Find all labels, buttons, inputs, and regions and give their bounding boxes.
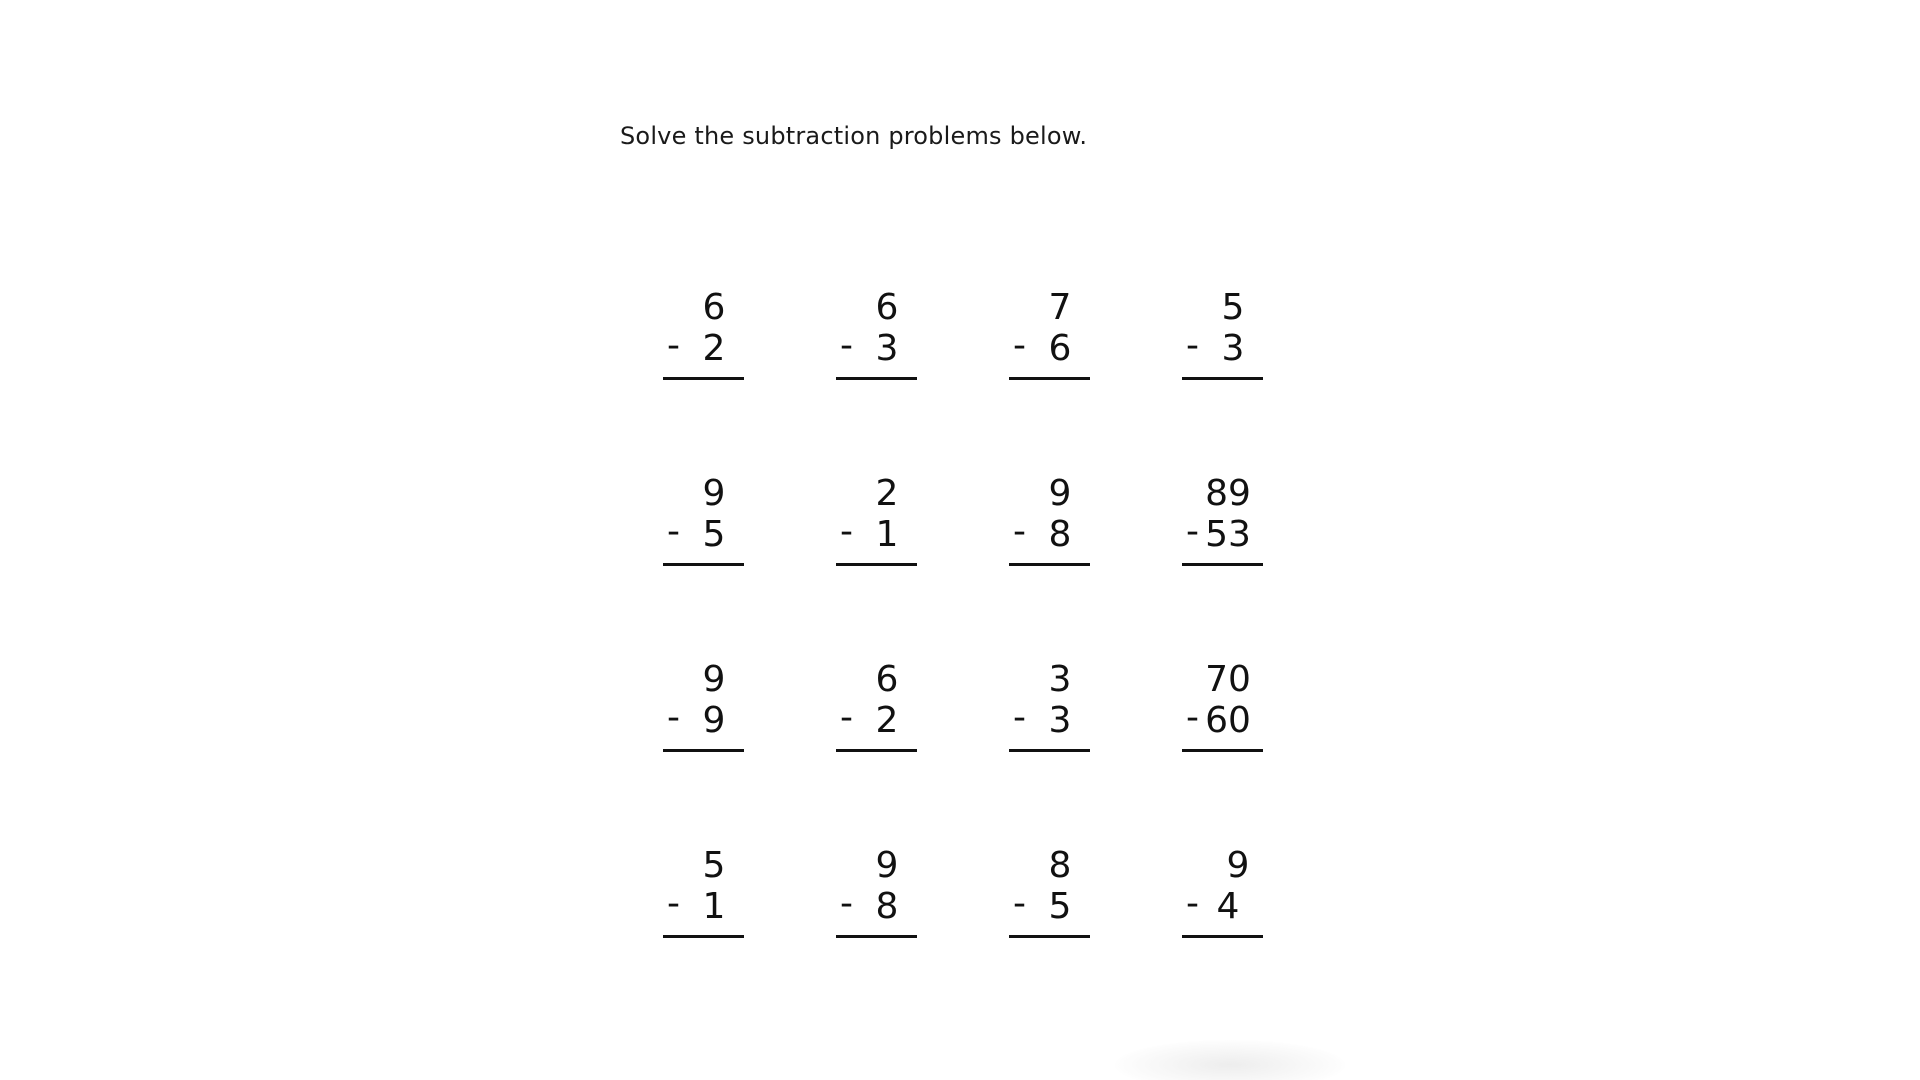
- subtraction-problem: [836, 845, 917, 930]
- subtrahend: 3: [875, 328, 899, 369]
- minus-sign: -: [1013, 883, 1026, 924]
- minus-sign: -: [1013, 325, 1026, 366]
- subtrahend: 1: [875, 514, 899, 555]
- minus-sign: -: [667, 511, 680, 552]
- problem-grid: [663, 287, 1263, 930]
- subtraction-problem: [836, 287, 917, 372]
- answer-line: [1182, 563, 1263, 566]
- subtraction-problem: [836, 659, 917, 744]
- answer-line: [1182, 935, 1263, 938]
- answer-line: [836, 377, 917, 380]
- subtrahend: 60: [1205, 700, 1251, 741]
- minuend: 2: [875, 473, 899, 514]
- subtraction-problem: [836, 473, 917, 558]
- answer-line: [836, 563, 917, 566]
- subtraction-problem: [1009, 287, 1090, 372]
- subtrahend: 8: [875, 886, 899, 927]
- answer-line: [663, 749, 744, 752]
- page-smudge: [1115, 1040, 1345, 1080]
- minus-sign: -: [667, 883, 680, 924]
- answer-line: [1009, 749, 1090, 752]
- minuend: 9: [875, 845, 899, 886]
- minuend: 70: [1205, 659, 1251, 700]
- subtrahend: 53: [1205, 514, 1251, 555]
- subtrahend: 8: [1048, 514, 1072, 555]
- subtraction-problem: [1182, 473, 1263, 558]
- minus-sign: -: [667, 697, 680, 738]
- minuend: 9: [1226, 845, 1250, 886]
- answer-line: [1182, 749, 1263, 752]
- subtrahend: 2: [875, 700, 899, 741]
- minus-sign: -: [1186, 883, 1199, 924]
- minuend: 6: [702, 287, 726, 328]
- answer-line: [1182, 377, 1263, 380]
- minuend: 9: [1048, 473, 1072, 514]
- subtraction-problem: [1009, 659, 1090, 744]
- minus-sign: -: [840, 325, 853, 366]
- subtraction-problem: [1009, 473, 1090, 558]
- minuend: 6: [875, 659, 899, 700]
- minus-sign: -: [1013, 511, 1026, 552]
- answer-line: [663, 377, 744, 380]
- subtraction-problem: [1182, 845, 1263, 930]
- subtraction-problem: [1009, 845, 1090, 930]
- subtraction-problem: [663, 659, 744, 744]
- subtrahend: 3: [1221, 328, 1245, 369]
- minuend: 3: [1048, 659, 1072, 700]
- subtraction-problem: [663, 473, 744, 558]
- subtrahend: 1: [702, 886, 726, 927]
- subtrahend: 3: [1048, 700, 1072, 741]
- minuend: 5: [1221, 287, 1245, 328]
- subtrahend: 6: [1048, 328, 1072, 369]
- answer-line: [1009, 377, 1090, 380]
- minuend: 9: [702, 659, 726, 700]
- minuend: 89: [1205, 473, 1251, 514]
- minus-sign: -: [667, 325, 680, 366]
- minus-sign: -: [840, 697, 853, 738]
- answer-line: [836, 935, 917, 938]
- minuend: 7: [1048, 287, 1072, 328]
- answer-line: [663, 935, 744, 938]
- subtraction-problem: [1182, 659, 1263, 744]
- subtraction-problem: [663, 845, 744, 930]
- minus-sign: -: [840, 511, 853, 552]
- subtrahend: 5: [1048, 886, 1072, 927]
- instructions-text: Solve the subtraction problems below.: [620, 122, 1088, 150]
- minus-sign: -: [1186, 511, 1199, 552]
- answer-line: [1009, 935, 1090, 938]
- minus-sign: -: [840, 883, 853, 924]
- answer-line: [836, 749, 917, 752]
- minuend: 6: [875, 287, 899, 328]
- subtrahend: 2: [702, 328, 726, 369]
- minus-sign: -: [1013, 697, 1026, 738]
- answer-line: [663, 563, 744, 566]
- minuend: 9: [702, 473, 726, 514]
- subtrahend: 5: [702, 514, 726, 555]
- subtrahend: 4: [1216, 886, 1240, 927]
- answer-line: [1009, 563, 1090, 566]
- minuend: 5: [702, 845, 726, 886]
- minuend: 8: [1048, 845, 1072, 886]
- subtraction-problem: [663, 287, 744, 372]
- minus-sign: -: [1186, 697, 1199, 738]
- minus-sign: -: [1186, 325, 1199, 366]
- subtrahend: 9: [702, 700, 726, 741]
- subtraction-problem: [1182, 287, 1263, 372]
